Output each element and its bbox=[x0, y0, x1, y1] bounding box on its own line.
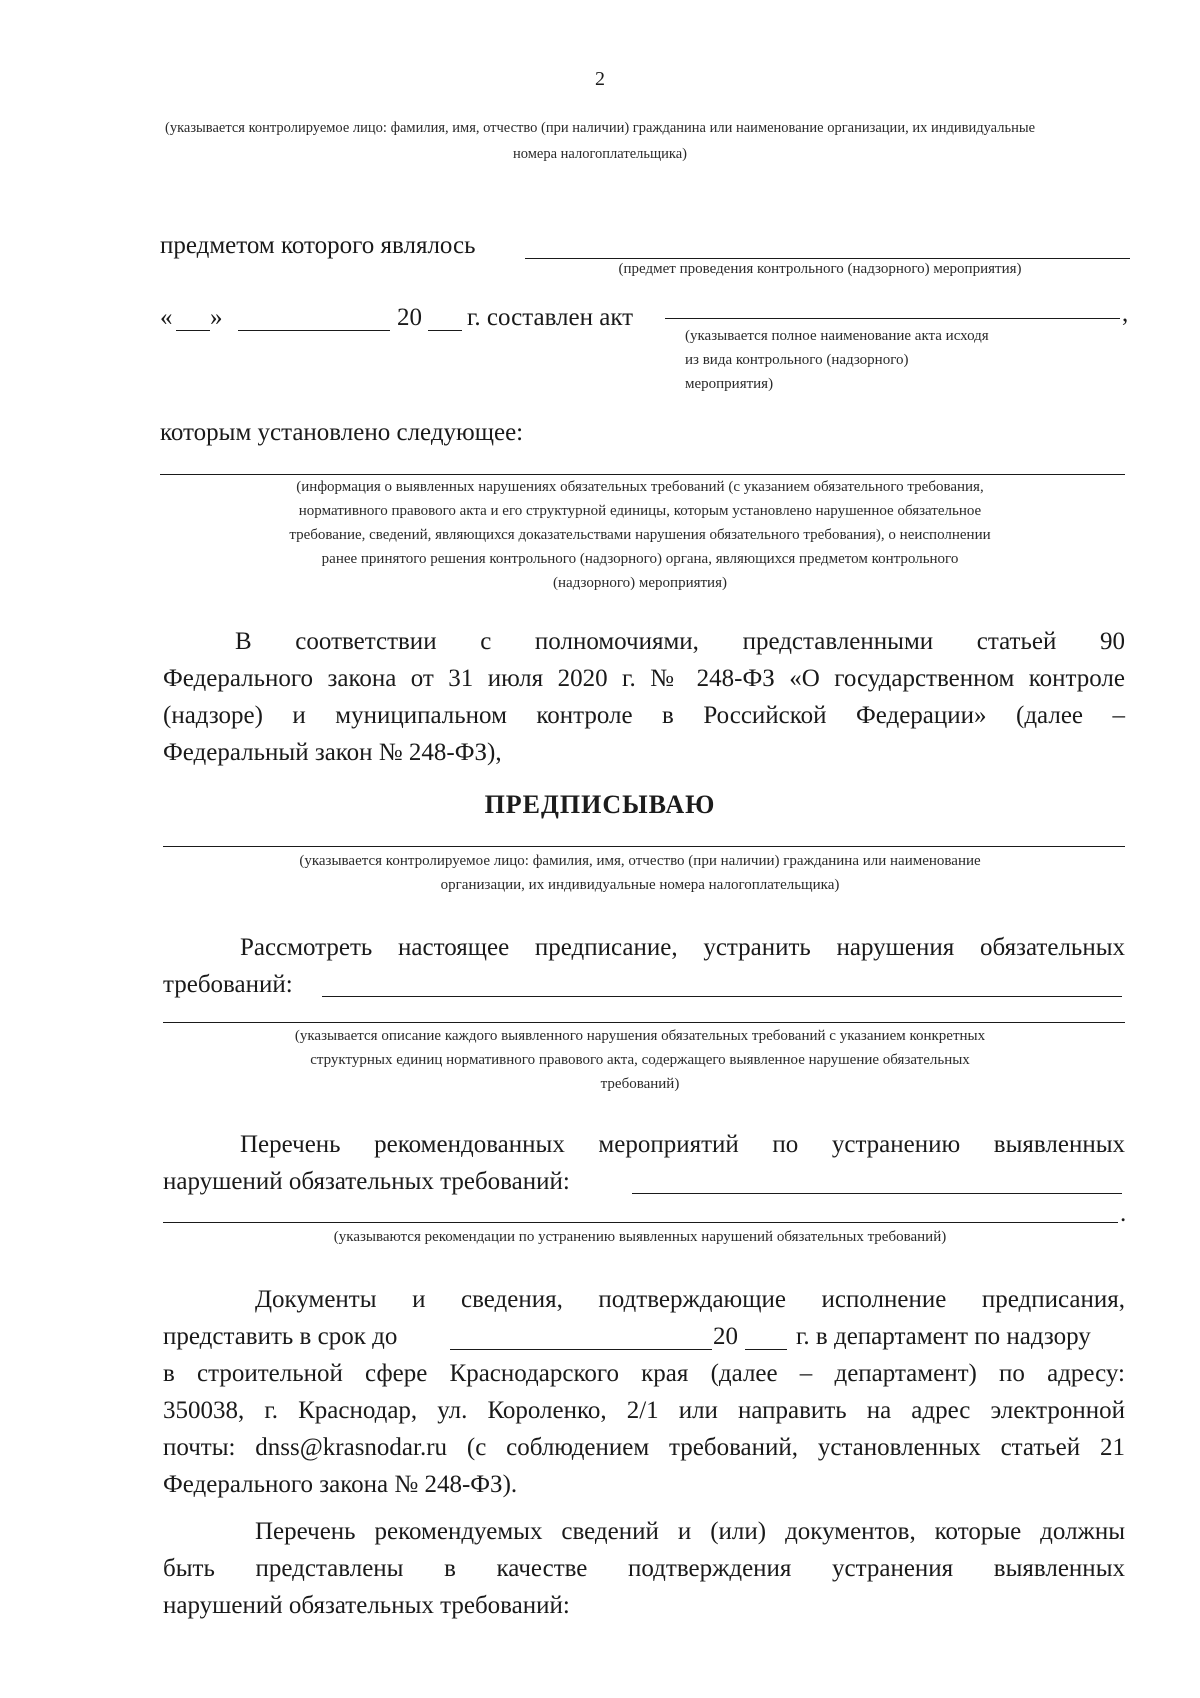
requirements-caption-line3: требований) bbox=[600, 1076, 680, 1092]
documents-line1: Документы и сведения, подтверждающие исполнение предписания, bbox=[255, 1286, 1125, 1313]
requirements-caption-line2: структурных единиц нормативного правового акта, содержащего выявленное нарушение обязательных bbox=[310, 1052, 970, 1068]
established-label: которым установлено следующее: bbox=[160, 419, 524, 446]
established-caption-line3: требование, сведений, являющихся доказательствами нарушения обязательного требования), о неисполнении bbox=[289, 527, 991, 543]
subject-label: предметом которого являлось bbox=[160, 232, 476, 259]
evidence-line2: быть представлены в качестве подтверждения устранения выявленных bbox=[163, 1555, 1125, 1582]
prescription-heading: ПРЕДПИСЫВАЮ bbox=[484, 790, 716, 819]
recommendations-end-mark: . bbox=[1120, 1200, 1127, 1227]
act-day-line bbox=[176, 330, 210, 331]
requirements-fill-line2 bbox=[163, 1022, 1125, 1023]
documents-line2-year: 20 bbox=[713, 1323, 738, 1350]
documents-line4: 350038, г. Краснодар, ул. Короленко, 2/1 или направить на адрес электронной bbox=[163, 1397, 1125, 1424]
established-fill-line bbox=[160, 474, 1125, 475]
caption-controlled-person-line2: номера налогоплательщика) bbox=[513, 146, 687, 162]
authority-line1: В соответствии с полномочиями, представленными статьей 90 bbox=[235, 628, 1125, 655]
act-suffix: г. составлен акт bbox=[467, 304, 634, 331]
requirements-fill-line1 bbox=[322, 996, 1122, 997]
act-month-line bbox=[238, 330, 390, 331]
evidence-line1: Перечень рекомендуемых сведений и (или) документов, которые должны bbox=[255, 1518, 1125, 1545]
addressee-caption-line2: организации, их индивидуальные номера налогоплательщика) bbox=[440, 877, 840, 893]
documents-line5: почты: dnss@krasnodar.ru (с соблюдением требований, установленных статьей 21 bbox=[163, 1434, 1125, 1461]
evidence-line3: нарушений обязательных требований: bbox=[163, 1592, 570, 1619]
authority-line2: Федерального закона от 31 июля 2020 г. № 248-ФЗ «О государственном контроле bbox=[163, 665, 1125, 692]
recommendations-caption: (указываются рекомендации по устранению выявленных нарушений обязательных требований) bbox=[333, 1229, 947, 1245]
recommendations-fill-line2 bbox=[163, 1222, 1118, 1223]
authority-line4: Федеральный закон № 248-ФЗ), bbox=[163, 739, 502, 766]
documents-line2-prefix: представить в срок до bbox=[163, 1323, 398, 1350]
caption-controlled-person-line1: (указывается контролируемое лицо: фамилия, имя, отчество (при наличии) гражданина или наименование организации, их индивидуальные bbox=[164, 120, 1036, 136]
addressee-fill-line bbox=[163, 846, 1125, 847]
established-caption-line1: (информация о выявленных нарушениях обязательных требований (с указанием обязательного требования, bbox=[296, 479, 984, 495]
act-open-quote: « bbox=[160, 304, 173, 331]
act-comma: , bbox=[1122, 300, 1129, 327]
documents-line2-suffix: г. в департамент по надзору bbox=[796, 1323, 1091, 1350]
act-year-prefix: 20 bbox=[397, 304, 422, 331]
requirements-line1: Рассмотреть настоящее предписание, устранить нарушения обязательных bbox=[240, 934, 1125, 961]
act-caption-line2: из вида контрольного (надзорного) bbox=[685, 352, 909, 368]
authority-line3: (надзоре) и муниципальном контроле в Российской Федерации» (далее – bbox=[163, 702, 1125, 729]
documents-line3: в строительной сфере Краснодарского края (далее – департамент) по адресу: bbox=[163, 1360, 1125, 1387]
addressee-caption-line1: (указывается контролируемое лицо: фамилия, имя, отчество (при наличии) гражданина или наименование bbox=[299, 853, 981, 869]
act-caption-line1: (указывается полное наименование акта исходя bbox=[685, 328, 989, 344]
act-year-line bbox=[428, 330, 462, 331]
established-caption-line2: нормативного правового акта и его структурной единицы, которым установлено нарушенное обязательное bbox=[298, 503, 982, 519]
established-caption-line5: (надзорного) мероприятия) bbox=[553, 575, 727, 591]
act-name-line bbox=[665, 318, 1120, 319]
act-close-quote: » bbox=[210, 304, 223, 331]
recommendations-line1: Перечень рекомендованных мероприятий по устранению выявленных bbox=[240, 1131, 1125, 1158]
page-number: 2 bbox=[595, 68, 605, 90]
documents-deadline-line bbox=[450, 1349, 712, 1350]
act-caption-line3: мероприятия) bbox=[685, 376, 774, 392]
recommendations-fill-line1 bbox=[632, 1193, 1122, 1194]
requirements-caption-line1: (указывается описание каждого выявленного нарушения обязательных требований с указанием конкретных bbox=[294, 1028, 986, 1044]
recommendations-line2-label: нарушений обязательных требований: bbox=[163, 1168, 570, 1195]
requirements-line2-label: требований: bbox=[163, 971, 293, 998]
established-caption-line4: ранее принятого решения контрольного (надзорного) органа, являющихся предметом контрольного bbox=[321, 551, 959, 567]
documents-line6: Федерального закона № 248-ФЗ). bbox=[163, 1471, 518, 1498]
documents-year-line bbox=[745, 1349, 787, 1350]
subject-caption: (предмет проведения контрольного (надзорного) мероприятия) bbox=[618, 261, 1022, 277]
